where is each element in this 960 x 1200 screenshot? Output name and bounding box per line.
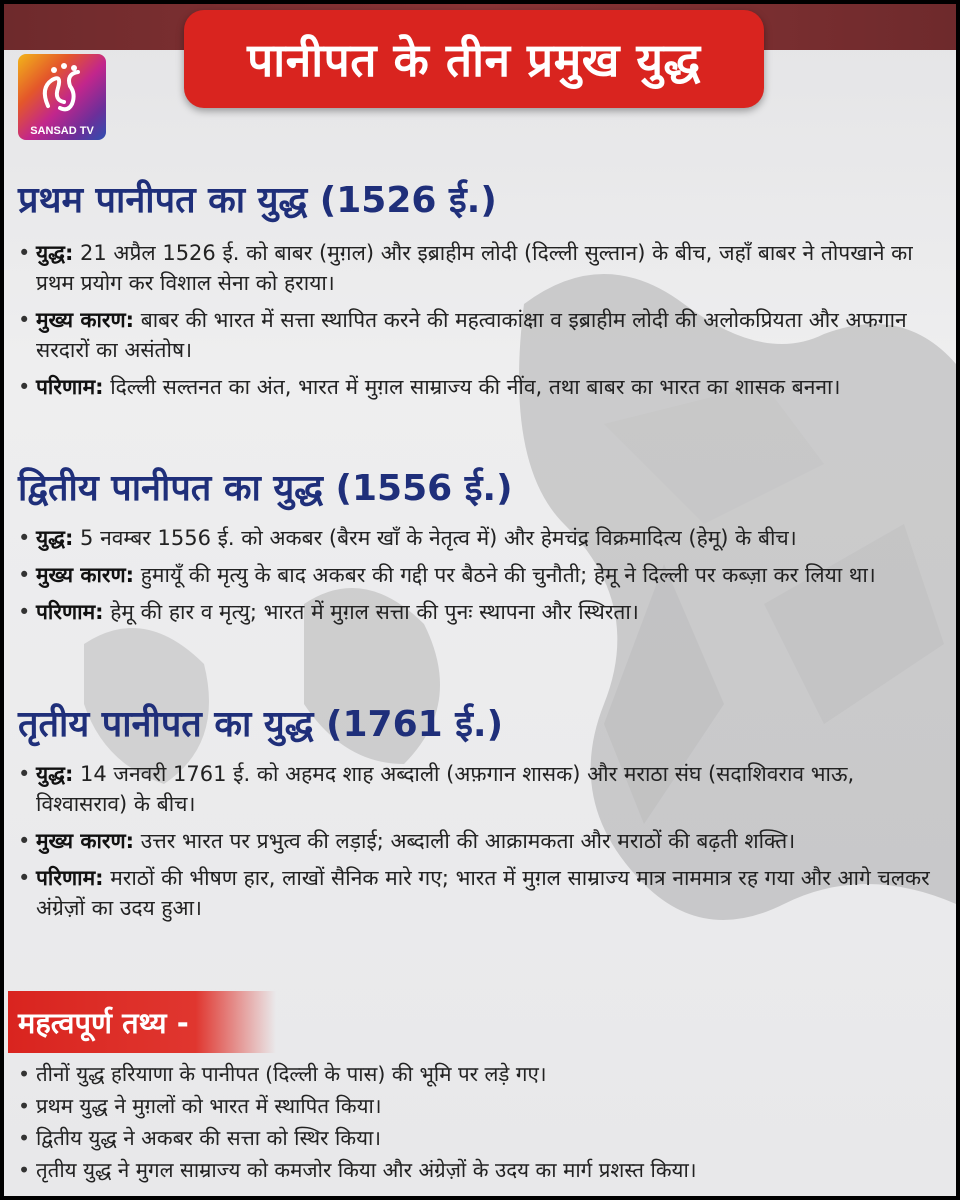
- list-item: [16, 238, 941, 298]
- poster: [4, 4, 956, 1196]
- title-banner: [184, 10, 764, 108]
- point-text: 5 नवम्बर 1556 ई. को अकबर (बैरम खाँ के नेतृत्व में) और हेमचंद्र विक्रमादित्य (हेमू) के बीच।: [73, 526, 797, 550]
- sansad-tv-logo: [18, 54, 106, 140]
- point-label: मुख्य कारण:: [36, 829, 135, 853]
- facts-heading-tag: [8, 991, 276, 1053]
- list-item: [16, 560, 941, 590]
- list-item: • प्रथम युद्ध ने मुग़लों को भारत में स्थापित किया।: [16, 1091, 941, 1121]
- point-text: मराठों की भीषण हार, लाखों सैनिक मारे गए; भारत में मुग़ल साम्राज्य मात्र नाममात्र रह गया और आगे चलकर अंग्रेज़ों का उदय हुआ।: [36, 866, 930, 920]
- point-text: दिल्ली सल्तनत का अंत, भारत में मुग़ल साम्राज्य की नींव, तथा बाबर का भारत का शासक बनना।: [103, 375, 841, 399]
- point-text: बाबर की भारत में सत्ता स्थापित करने की महत्वाकांक्षा व इब्राहीम लोदी की अलोकप्रियता और अफगान सरदारों का असंतोष।: [36, 308, 907, 362]
- point-label: युद्ध:: [36, 241, 74, 265]
- point-text: 21 अप्रैल 1526 ई. को बाबर (मुग़ल) और इब्राहीम लोदी (दिल्ली सुल्तान) के बीच, जहाँ बाबर ने तोपखाने का प्रथम प्रयोग कर विशाल सेना को हराया।: [36, 241, 913, 295]
- point-label: युद्ध:: [36, 762, 74, 786]
- point-label: परिणाम:: [36, 866, 104, 890]
- logo-text: SANSAD TV: [30, 125, 94, 137]
- page-title: पानीपत के तीन प्रमुख युद्ध: [247, 33, 701, 87]
- list-item: [16, 826, 941, 856]
- battle-1-heading: प्रथम पानीपत का युद्ध (1526 ई.): [18, 180, 497, 221]
- battle-2-heading: द्वितीय पानीपत का युद्ध (1556 ई.): [18, 468, 513, 509]
- point-label: परिणाम:: [36, 600, 104, 624]
- facts-list: [16, 1059, 941, 1187]
- list-item: • तृतीय युद्ध ने मुगल साम्राज्य को कमजोर किया और अंग्रेज़ों के उदय का मार्ग प्रशस्त किया।: [16, 1155, 941, 1185]
- battle-3-points: [16, 759, 941, 930]
- list-item: [16, 305, 941, 365]
- battle-2-points: [16, 523, 941, 634]
- list-item: [16, 863, 941, 923]
- point-text: 14 जनवरी 1761 ई. को अहमद शाह अब्दाली (अफ़गान शासक) और मराठा संघ (सदाशिवराव भाऊ, विश्वासराव) के बीच।: [36, 762, 855, 816]
- point-label: परिणाम:: [36, 375, 104, 399]
- point-label: मुख्य कारण:: [36, 563, 135, 587]
- list-item: [16, 372, 941, 402]
- battle-1-points: [16, 238, 941, 409]
- list-item: • द्वितीय युद्ध ने अकबर की सत्ता को स्थिर किया।: [16, 1123, 941, 1153]
- point-text: हुमायूँ की मृत्यु के बाद अकबर की गद्दी पर बैठने की चुनौती; हेमू ने दिल्ली पर कब्ज़ा कर लिया था।: [134, 563, 876, 587]
- point-text: उत्तर भारत पर प्रभुत्व की लड़ाई; अब्दाली की आक्रामकता और मराठों की बढ़ती शक्ति।: [134, 829, 796, 853]
- sansad-tv-logo-icon: [18, 58, 106, 118]
- point-label: युद्ध:: [36, 526, 74, 550]
- list-item: [16, 597, 941, 627]
- facts-heading: महत्वपूर्ण तथ्य -: [18, 1005, 189, 1040]
- list-item: • तीनों युद्ध हरियाणा के पानीपत (दिल्ली के पास) की भूमि पर लड़े गए।: [16, 1059, 941, 1089]
- point-text: हेमू की हार व मृत्यु; भारत में मुग़ल सत्ता की पुनः स्थापना और स्थिरता।: [103, 600, 639, 624]
- list-item: [16, 759, 941, 819]
- list-item: [16, 523, 941, 553]
- battle-3-heading: तृतीय पानीपत का युद्ध (1761 ई.): [18, 704, 504, 745]
- point-label: मुख्य कारण:: [36, 308, 135, 332]
